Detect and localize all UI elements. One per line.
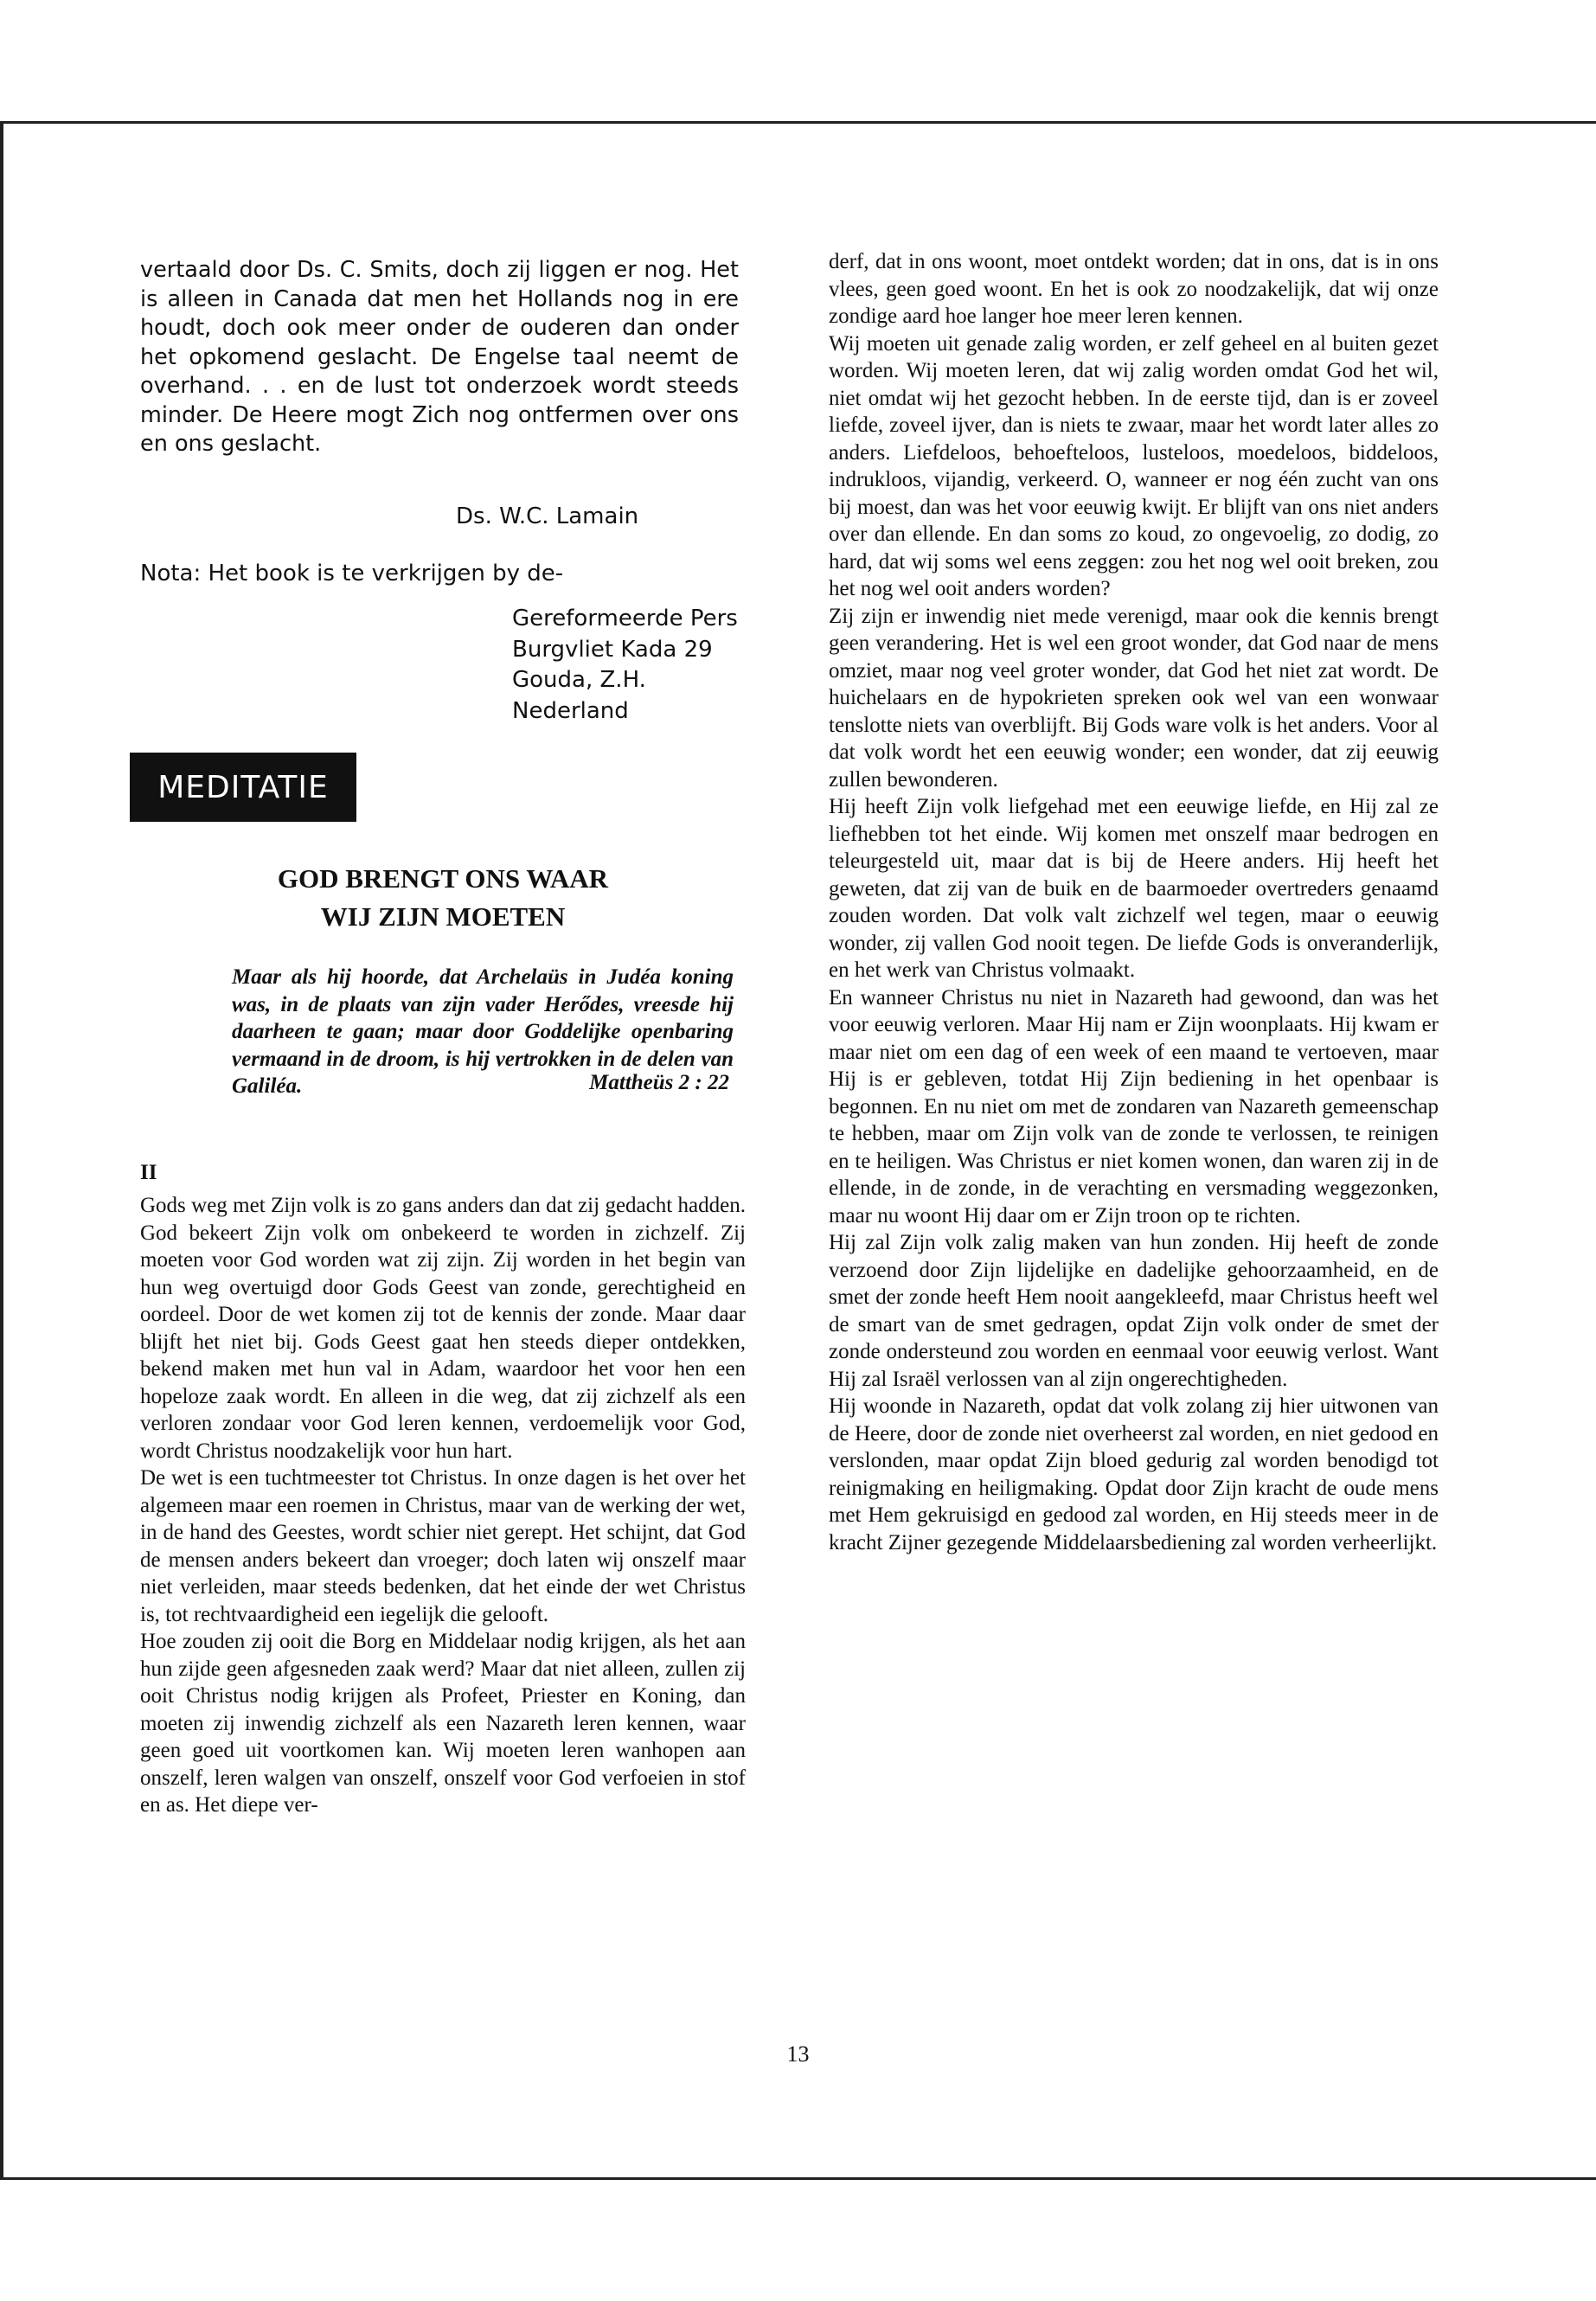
address-line: Burgvliet Kada 29 [512, 636, 713, 663]
article-title-line: WIJ ZIJN MOETEN [320, 901, 566, 932]
article-title-line: GOD BRENGT ONS WAAR [277, 863, 609, 894]
address-line: Gereformeerde Pers [512, 606, 738, 631]
scripture-reference: Mattheüs 2 : 22 [589, 1071, 729, 1094]
publisher-address [512, 604, 738, 727]
scripture-quote: Maar als hij hoorde, dat Archelaüs in Judéa koning was, in de plaats van zijn vader Herődes, vreesde hij daarheen te gaan; maar door Goddelijke openbaring vermaand in de droom, is hij vertrokken in de delen van Galiléa. [232, 965, 734, 1098]
page-number: 13 [786, 2041, 810, 2067]
intro-text: vertaald door Ds. C. Smits, doch zij liggen er nog. Het is alleen in Canada dat men het Hollands nog in ere houdt, doch ook meer onder de ouderen dan onder het opkomend geslacht. De Engelse taal neemt de overhand. . . en de lust tot onderzoek wordt steeds minder. De Heere mogt Zich nog ontfermen over ons en ons geslacht. [140, 257, 739, 457]
right-column-body [829, 248, 1439, 1556]
article-title [183, 860, 702, 936]
address-line: Nederland [512, 697, 629, 724]
paragraph: Hij zal Zijn volk zalig maken van hun zonden. Hij heeft de zonde verzoend door Zijn lijdelijke en dadelijke gehoorzaamheid, en de smet der zonde heeft Hem nooit aangekleefd, maar Christus heeft wel de smart van de smet gedragen, opdat Zijn volk onder de smet der zonde ondersteund zou worden en eenmaal voor eeuwig verlost. Want Hij zal Israël verlossen van al zijn ongerechtigheden. [829, 1231, 1439, 1391]
left-column-body [140, 1192, 746, 1819]
paragraph: Hij heeft Zijn volk liefgehad met een eeuwige liefde, en Hij zal ze liefhebben tot het einde. Wij komen met onszelf maar bedrogen en teleurgesteld uit, maar dat is bij de Heere anders. Hij heeft het geweten, dat zij van de buik en de baarmoeder overtreders genaamd zouden worden. Dat volk valt zichzelf wel tegen, maar o eeuwig wonder, zij vallen God nooit tegen. De liefde Gods is onveranderlijk, en het werk van Christus volmaakt. [829, 795, 1439, 982]
paragraph: derf, dat in ons woont, moet ontdekt worden; dat in ons, dat is in ons vlees, geen goed woont. En het is ook zo noodzakelijk, dat wij onze zondige aard hoe langer hoe meer leren kennen. [829, 250, 1439, 328]
signature: Ds. W.C. Lamain [456, 503, 639, 529]
paragraph: Gods weg met Zijn volk is zo gans anders dan dat zij gedacht hadden. God bekeert Zijn volk om onbekeerd te worden in zichzelf. Zij moeten voor God worden wat zij zijn. Zij worden in het begin van hun weg overtuigd door Gods Geest van zonde, gerechtigheid en oordeel. Door de wet komen zij tot de kennis der zonde. Maar daar blijft het niet bij. Gods Geest gaat hen steeds dieper ontdekken, bekend maken met hun val in Adam, waardoor het voor hen een hopeloze zaak wordt. En alleen in die weg, dat zij zichzelf als een verloren zondaar voor God leren kennen, verdoemelijk voor God, wordt Christus noodzakelijk voor hun hart. [140, 1194, 746, 1463]
paragraph: Wij moeten uit genade zalig worden, er zelf geheel en al buiten gezet worden. Wij moeten leren, dat wij zalig worden omdat God het wil, niet omdat wij het gezocht hebben. In de eerste tijd, dan is er zoveel liefde, zoveel ijver, dan is niets te zwaar, maar het wordt later alles zo anders. Liefdeloos, behoefteloos, lusteloos, moedeloos, biddeloos, indrukloos, vijandig, verkeerd. O, wanneer er nog één zucht van ons bij moest, dan was het voor eeuwig kwijt. Er blijft van ons niet anders over dan ellende. En dan soms zo koud, zo ongevoelig, zo dodig, zo hard, dat wij soms wel eens zeggen: zou het nog wel ooit breken, zou het nog wel ooit anders worden? [829, 331, 1439, 600]
paragraph: Zij zijn er inwendig niet mede verenigd, maar ook die kennis brengt geen verandering. Het is wel een groot wonder, dat God naar de mens omziet, maar nog veel groter wonder, dat God het niet zat wordt. De huichelaars en de hypokrieten spreken ook wel van een wonwaar tenslotte niets van overblijft. Bij Gods ware volk is het anders. Voor al dat volk wordt het een eeuwig wonder; een wonder, dat zij eeuwig zullen bewonderen. [829, 604, 1439, 792]
address-line: Gouda, Z.H. [512, 667, 646, 693]
intro-paragraph [140, 256, 739, 459]
paragraph: Hij woonde in Nazareth, opdat dat volk zolang zij hier uitwonen van de Heere, door de zonde niet overheerst zal worden, en niet gedood en verslonden, maar opdat Zijn bloed gedurig zal worden benodigd tot reinigmaking en heiligmaking. Opdat door Zijn kracht de oude mens met Hem gekruisigd en gedood zal worden, en Hij steeds meer in de kracht Zijner gezegende Middelaarsbediening zal worden verheerlijkt. [829, 1394, 1439, 1554]
nota-line: Nota: Het book is te verkrijgen by de- [140, 561, 564, 586]
paragraph: En wanneer Christus nu niet in Nazareth had gewoond, dan was het voor eeuwig verloren. Maar Hij nam er Zijn woonplaats. Hij kwam er maar niet om een dag of een week of een maand te vertoeven, maar Hij is er gebleven, totdat Hij Zijn bediening in het openbaar is begonnen. En nu niet om met de zondaren van Nazareth gemeenschap te hebben, maar om Zijn volk van de zonde te verlossen, te reinigen en te heiligen. Was Christus er niet komen wonen, dan waren zij in de ellende, in de zonde, in de verachting en versmading weggezonken, maar nu woont Hij daar om er Zijn troon op te richten. [829, 985, 1439, 1227]
paragraph: Hoe zouden zij ooit die Borg en Middelaar nodig krijgen, als het aan hun zijde geen afgesneden zaak werd? Maar dat niet alleen, zullen zij ooit Christus nodig krijgen als Profeet, Priester en Koning, dan moeten zij inwendig zichzelf als een Nazareth leren kennen, waar geen goed uit voortkomen kan. Wij moeten leren wanhopen aan onszelf, leren walgen van onszelf, onszelf voor God verfoeien in stof en as. Het diepe ver- [140, 1630, 746, 1817]
section-label-meditatie: MEDITATIE [130, 753, 356, 822]
paragraph: De wet is een tuchtmeester tot Christus. In onze dagen is het over het algemeen maar een roemen in Christus, maar van de werking der wet, in de hand des Geestes, wordt schier niet gerept. Het schijnt, dat God de mensen anders bekeert dan vroeger; doch laten wij onszelf maar niet verleiden, maar steeds bedenken, dat het einde der wet Christus is, tot rechtvaardigheid een iegelijk die gelooft. [140, 1466, 746, 1626]
section-number: II [140, 1161, 157, 1184]
